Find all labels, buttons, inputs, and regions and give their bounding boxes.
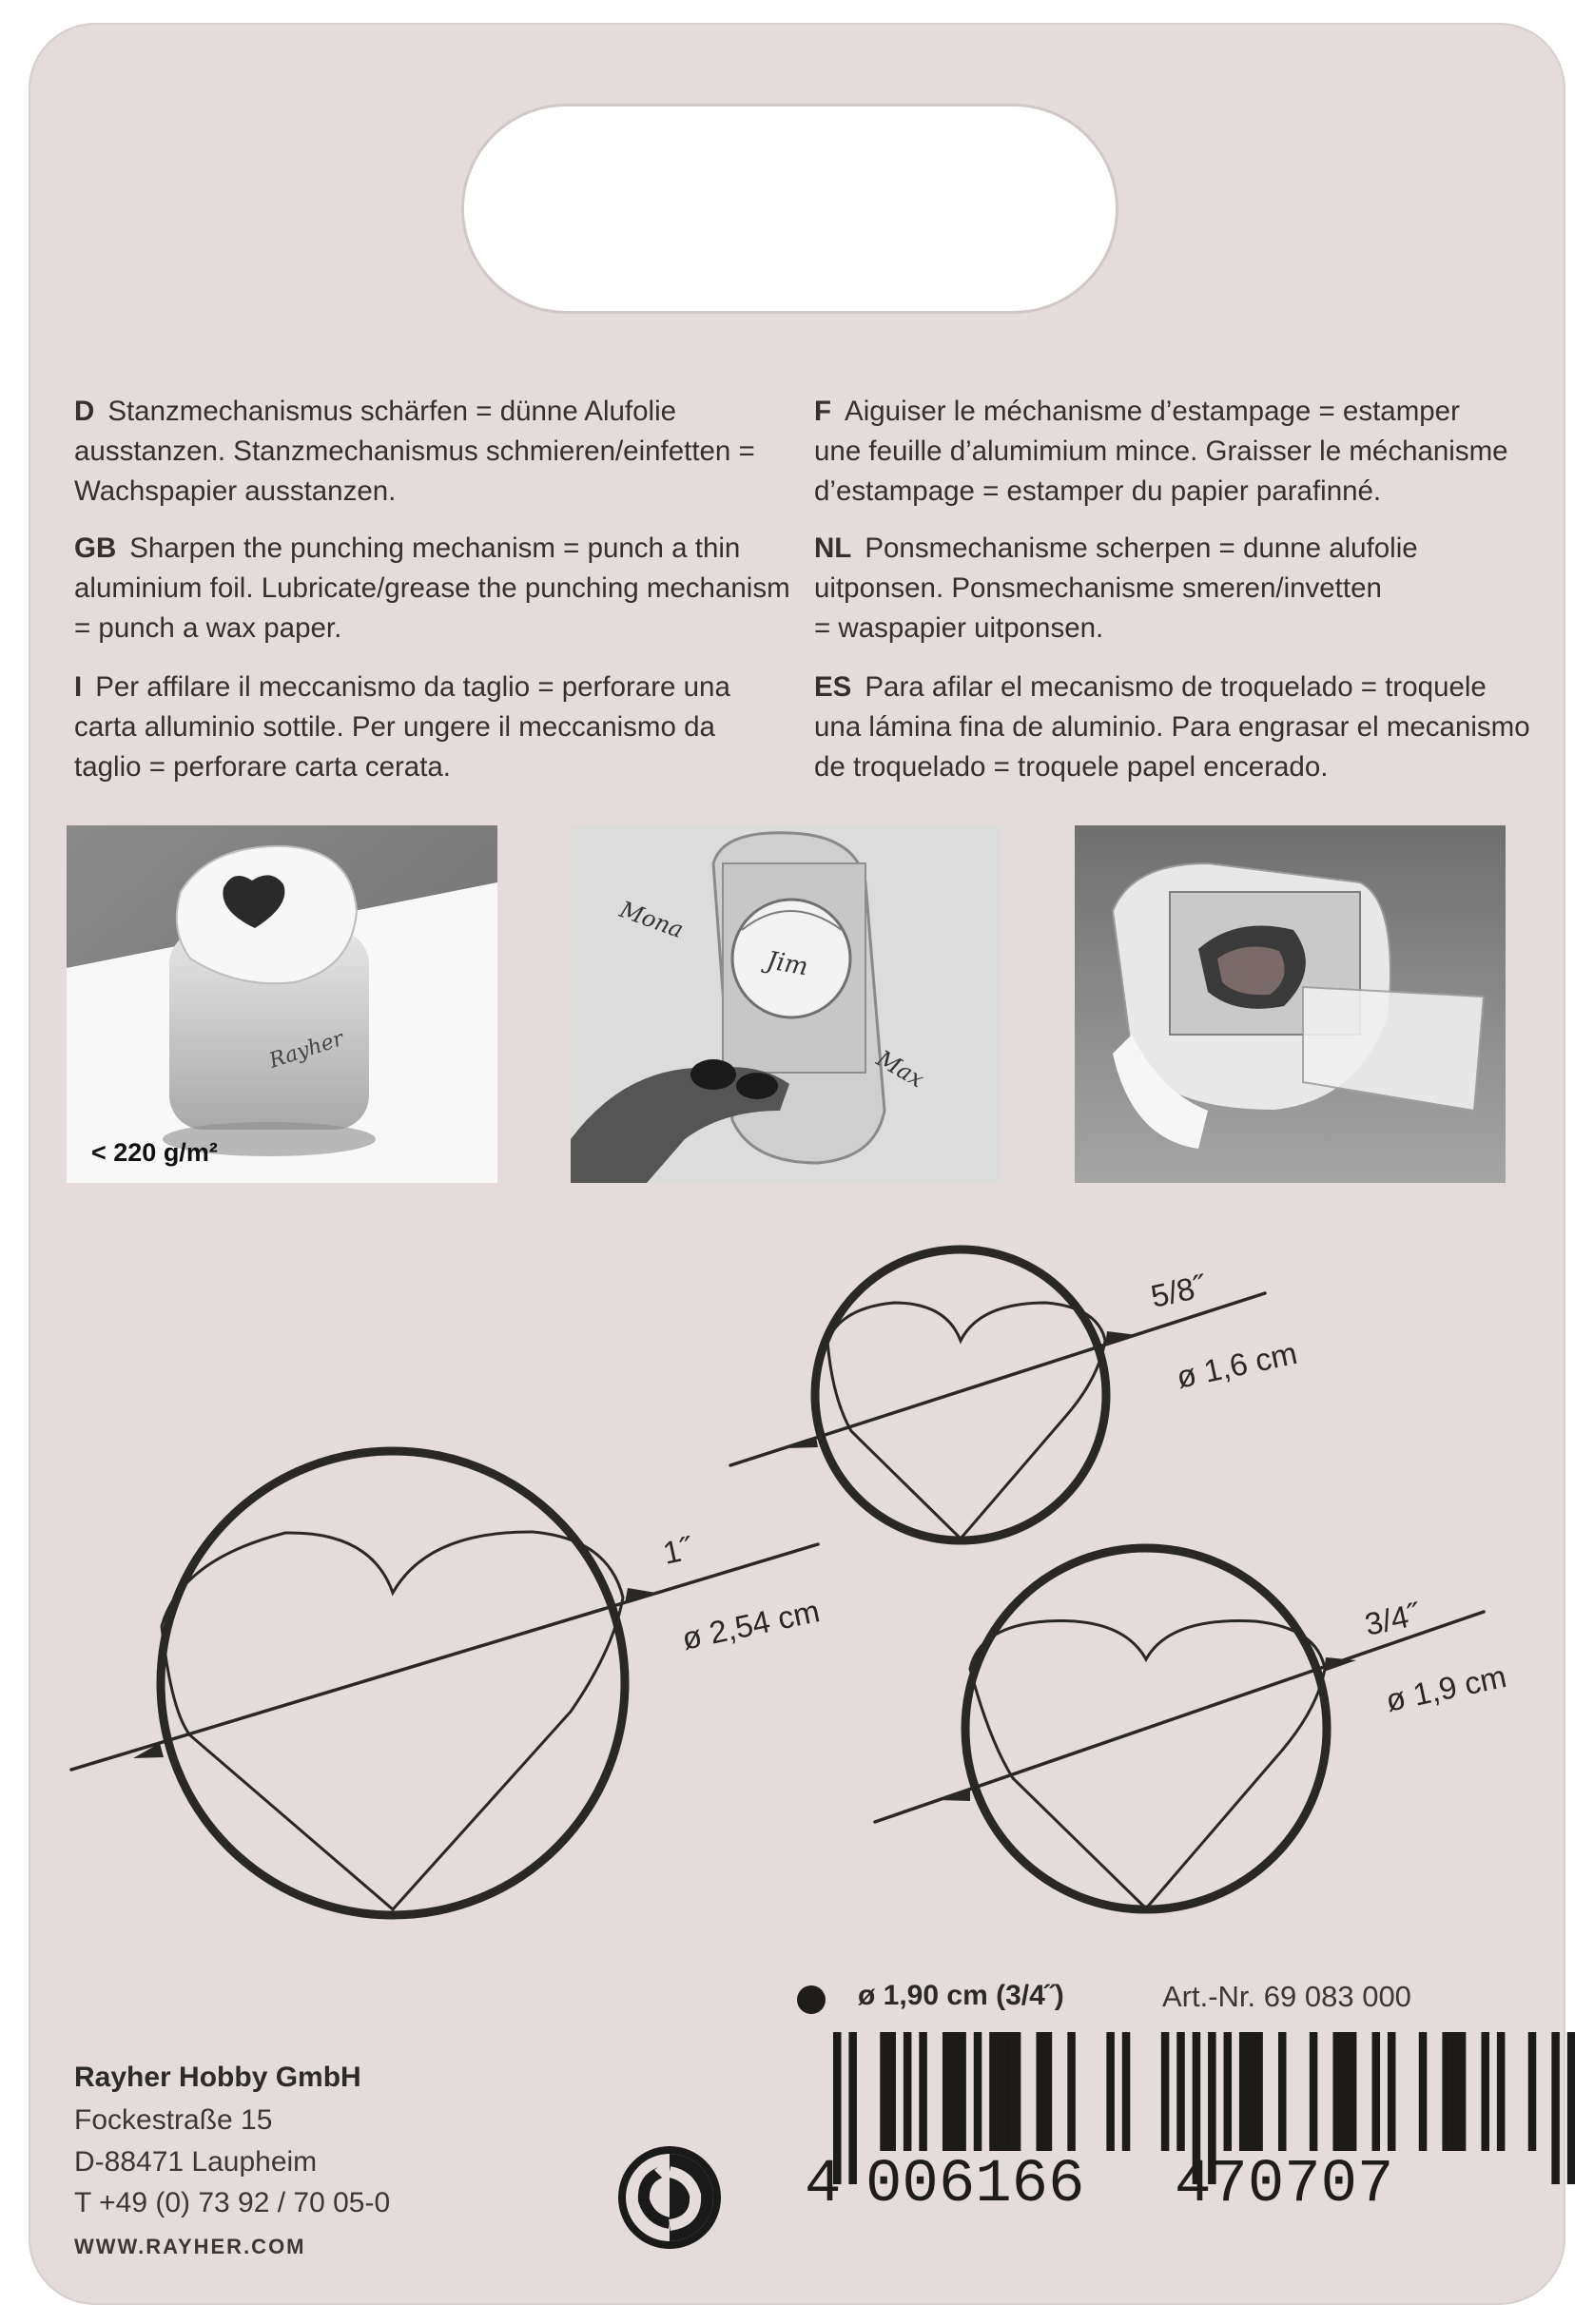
- barcode-bar: [943, 2032, 951, 2151]
- instruction-line: Wachspapier ausstanzen.: [74, 475, 397, 507]
- barcode-digit-prefix: 4: [805, 2151, 842, 2219]
- size-inch-label: 5/8˝: [1147, 1268, 1209, 1314]
- instruction-line: Aiguiser le méchanisme d’estampage = estamper: [845, 396, 1460, 427]
- barcode-bar: [1341, 2032, 1350, 2151]
- company-street: Fockestraße 15: [74, 2104, 273, 2136]
- barcode-bar: [848, 2032, 857, 2184]
- instruction-line: aluminium foil. Lubricate/grease the punching mechanism: [74, 572, 790, 604]
- barcode-bar: [880, 2032, 888, 2151]
- company-name: Rayher Hobby GmbH: [74, 2062, 361, 2093]
- barcode-bar: [1419, 2032, 1428, 2151]
- barcode-bar: [1458, 2032, 1467, 2151]
- name-label: Jim: [764, 946, 810, 982]
- barcode-bar: [1450, 2032, 1459, 2151]
- barcode-bar: [974, 2032, 982, 2151]
- barcode-bar: [1254, 2032, 1263, 2151]
- article-number: Art.-Nr. 69 083 000: [1162, 1980, 1411, 2013]
- company-phone: T +49 (0) 73 92 / 70 05-0: [74, 2187, 391, 2218]
- instruction-line: de troquelado = troquele papel encerado.: [814, 751, 1329, 783]
- instruction-line: una lámina fina de aluminio. Para engrasar el mecanismo: [814, 711, 1530, 743]
- circle-5-8-inch: [815, 1249, 1106, 1540]
- barcode-bar: [1442, 2032, 1450, 2151]
- lang-code: F: [814, 396, 832, 427]
- barcode-bar: [1176, 2032, 1185, 2151]
- barcode-bar: [1224, 2032, 1233, 2151]
- company-website: WWW.RAYHER.COM: [74, 2235, 306, 2258]
- barcode-bar: [1067, 2032, 1076, 2151]
- barcode-bar: [1567, 2032, 1575, 2184]
- barcode-bar: [950, 2032, 959, 2151]
- lang-code: GB: [74, 533, 117, 564]
- barcode-bar: [887, 2032, 896, 2151]
- green-dot-recycle-icon: [613, 2141, 726, 2254]
- barcode-bar: [1013, 2032, 1021, 2151]
- barcode-bar: [1528, 2032, 1537, 2151]
- barcode-bar: [1497, 2032, 1506, 2151]
- instruction-line: d’estampage = estamper du papier parafinné.: [814, 475, 1382, 507]
- instruction-line: ausstanzen. Stanzmechanismus schmieren/einfetten =: [74, 436, 755, 467]
- barcode-bar: [1278, 2032, 1287, 2151]
- lang-code: D: [74, 396, 95, 427]
- barcode-digits-left: 006166: [865, 2151, 1085, 2219]
- size-inch-label: 3/4˝: [1361, 1596, 1423, 1642]
- lang-code: I: [74, 671, 83, 703]
- barcode-bar: [997, 2032, 1005, 2151]
- barcode-bar: [904, 2032, 912, 2151]
- barcode-bar: [1044, 2032, 1053, 2151]
- barcode-bar: [1247, 2032, 1255, 2151]
- barcode-bar: [1372, 2032, 1381, 2151]
- barcode-bar: [919, 2032, 927, 2151]
- barcode-bar: [1332, 2032, 1341, 2151]
- size-cm-label: ø 1,9 cm: [1382, 1657, 1510, 1718]
- name-label: Mona: [615, 896, 688, 944]
- instruction-line: uitponsen. Ponsmechanisme smeren/invetten: [814, 572, 1382, 604]
- name-label: Max: [872, 1044, 929, 1094]
- barcode-bar: [1310, 2032, 1318, 2151]
- circle-1-inch: [161, 1451, 625, 1915]
- lang-code: ES: [814, 671, 852, 703]
- instruction-line: = waspapier uitponsen.: [814, 612, 1104, 644]
- barcode-bar: [958, 2032, 966, 2151]
- instruction-line: Sharpen the punching mechanism = punch a thin: [129, 533, 741, 564]
- size-inch-label: 1˝: [659, 1530, 695, 1571]
- instruction-line: carta alluminio sottile. Per ungere il meccanismo da: [74, 711, 715, 743]
- instruction-line: Ponsmechanisme scherpen = dunne alufolie: [865, 533, 1418, 564]
- instruction-line: Per affilare il meccanismo da taglio = perforare una: [95, 671, 730, 703]
- product-size: ø 1,90 cm (3/4˝): [858, 1980, 1064, 2011]
- barcode-bar: [1349, 2032, 1357, 2151]
- barcode-bar: [1106, 2032, 1115, 2151]
- size-cm-label: ø 2,54 cm: [678, 1593, 823, 1656]
- instruction-line: Stanzmechanismus schärfen = dünne Alufolie: [107, 396, 677, 427]
- barcode-bar: [1005, 2032, 1014, 2151]
- barcode-bar: [1481, 2032, 1489, 2151]
- barcode-bar: [1551, 2032, 1560, 2184]
- filled-circle-icon: [797, 1985, 826, 2014]
- lang-code: NL: [814, 533, 852, 564]
- instruction-line: une feuille d’alumimium mince. Graisser le méchanisme: [814, 436, 1508, 467]
- instruction-line: Para afilar el mecanismo de troquelado = troquele: [865, 671, 1487, 703]
- barcode-bar: [1161, 2032, 1170, 2151]
- company-city: D-88471 Laupheim: [74, 2146, 318, 2178]
- instruction-line: = punch a wax paper.: [74, 612, 342, 644]
- brand-text: Rayher: [266, 1027, 347, 1074]
- barcode-bar: [1122, 2032, 1131, 2151]
- barcode-bar: [989, 2032, 998, 2151]
- instruction-line: taglio = perforare carta cerata.: [74, 751, 452, 783]
- barcode-bar: [1239, 2032, 1248, 2151]
- paper-weight-label: < 220 g/m²: [91, 1138, 218, 1167]
- barcode-bar: [1388, 2032, 1396, 2151]
- barcode-digits-right: 470707: [1175, 2151, 1394, 2219]
- barcode-bar: [1036, 2032, 1044, 2151]
- size-cm-label: ø 1,6 cm: [1173, 1334, 1301, 1395]
